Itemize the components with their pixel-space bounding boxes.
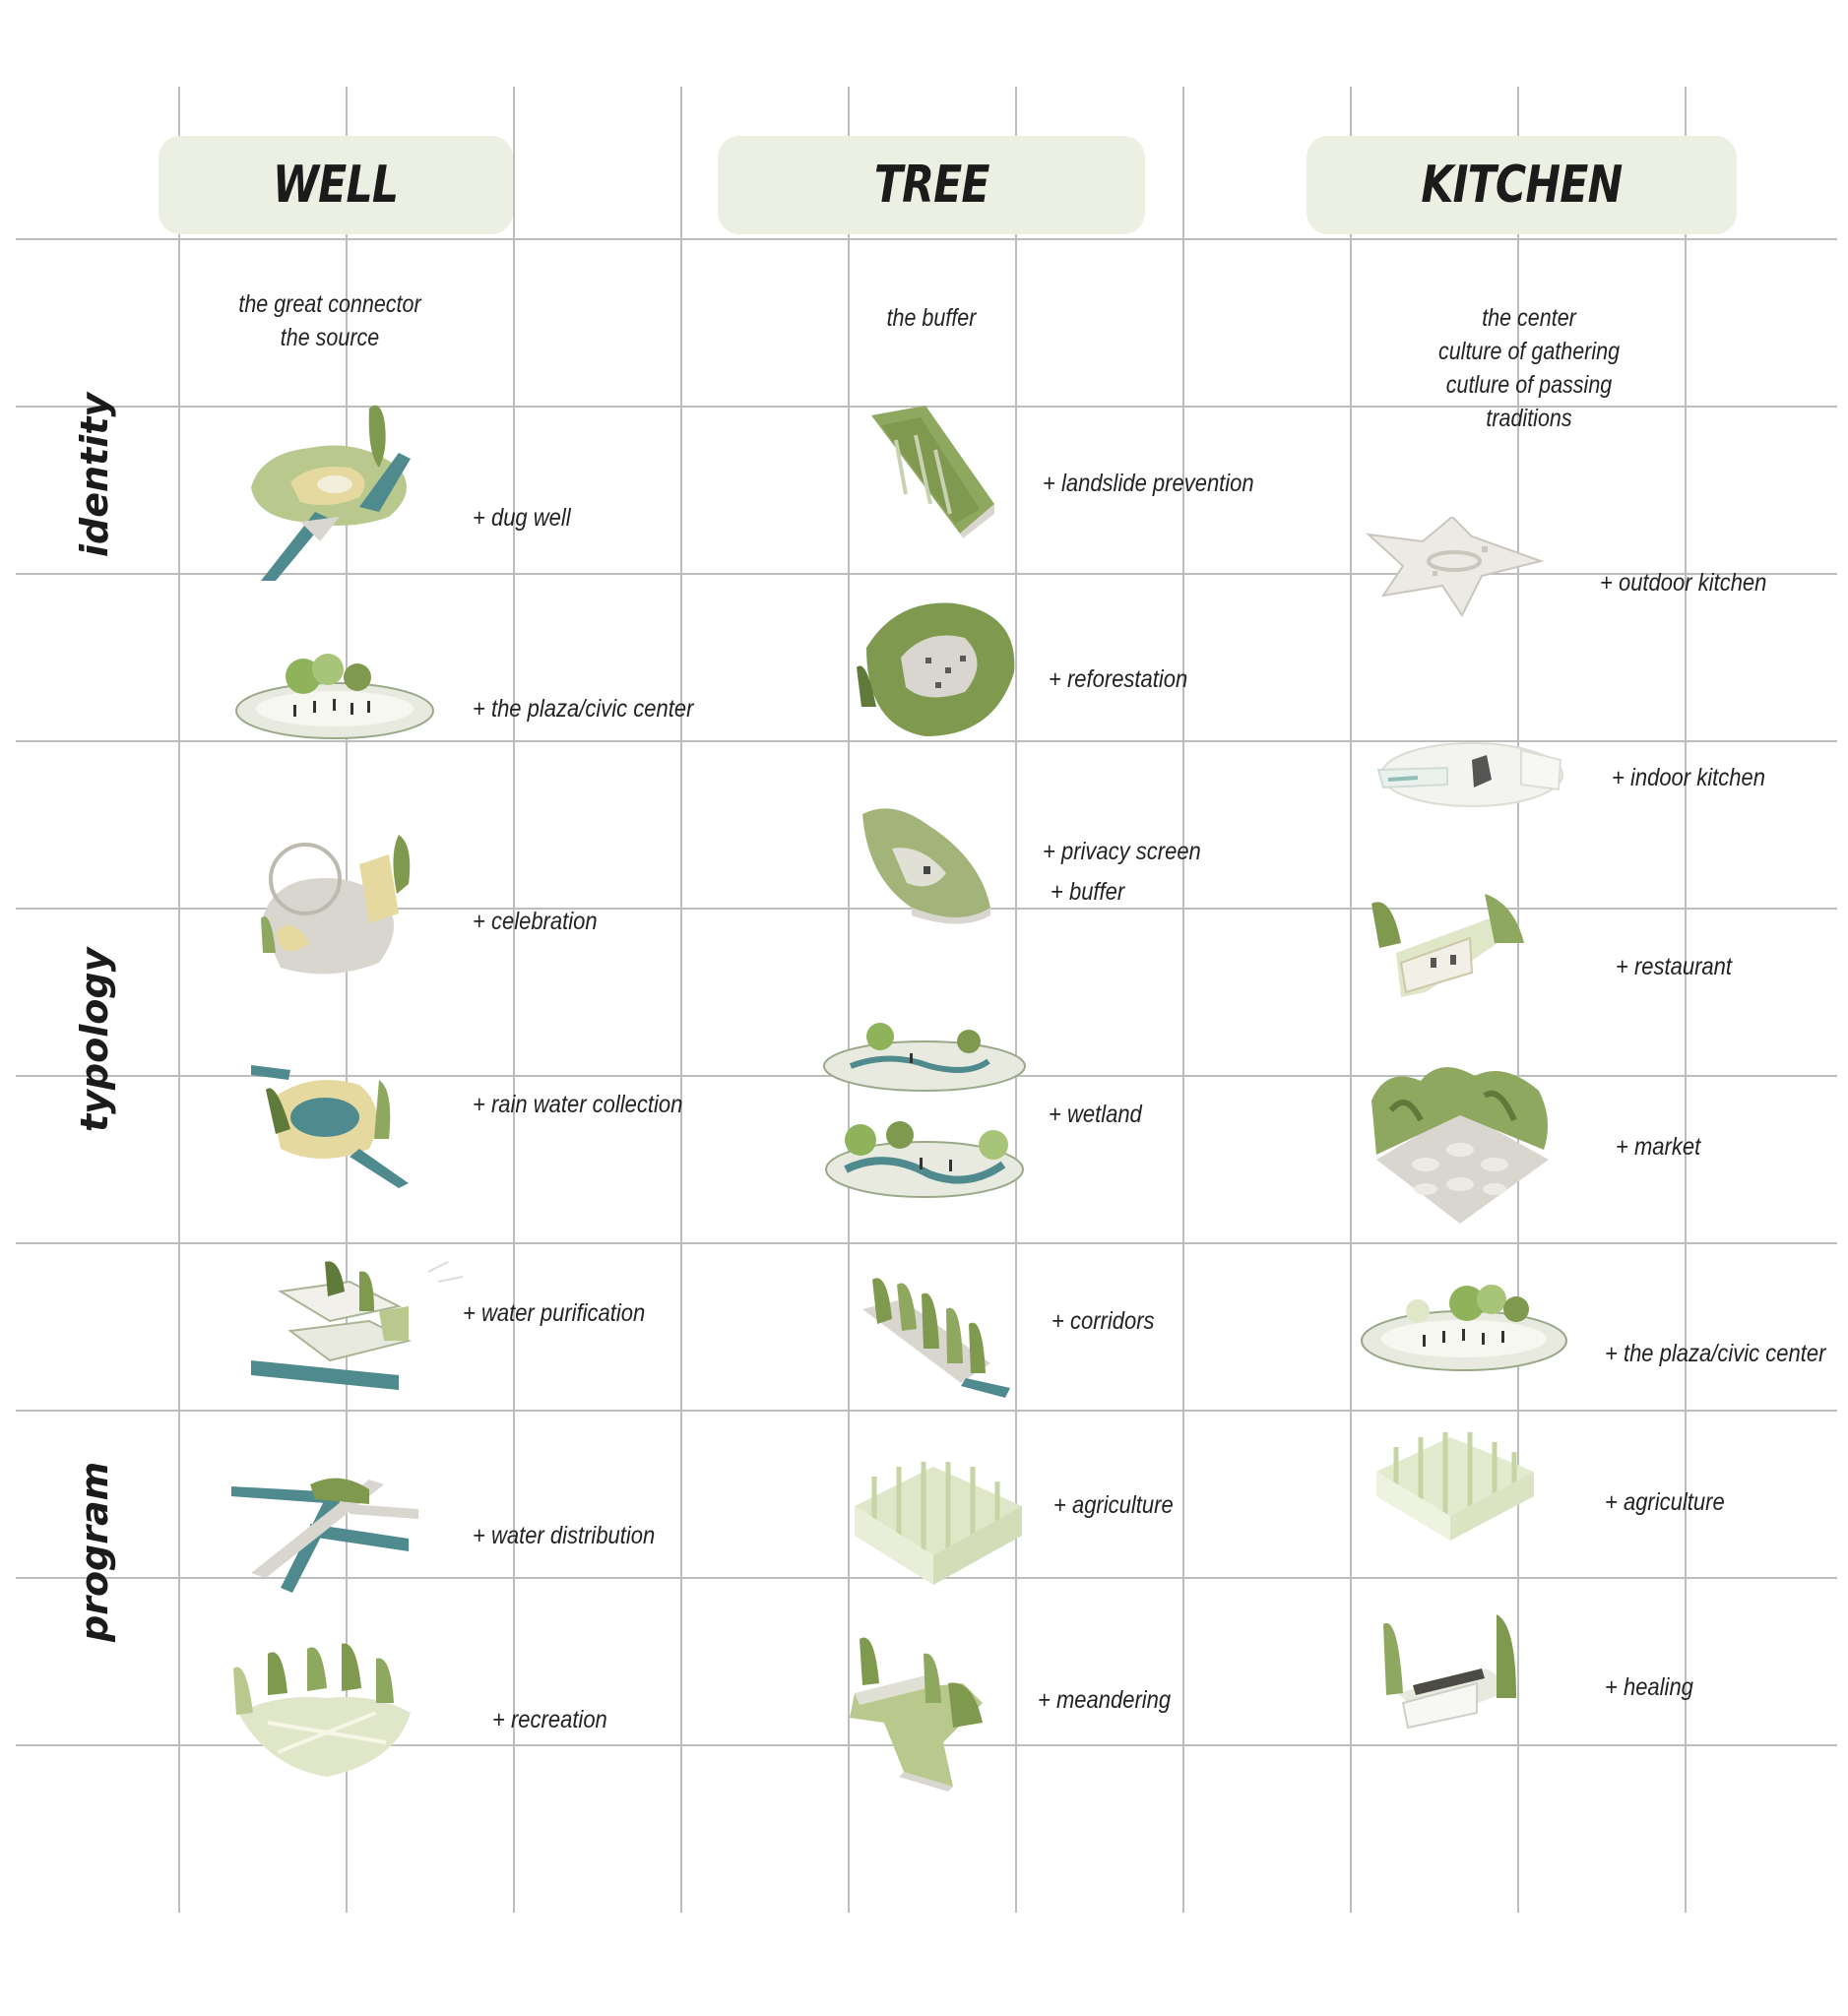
well-item-recreation: + recreation (492, 1706, 607, 1733)
landslide-illustration (866, 406, 999, 538)
grid-line-h8 (16, 1410, 1837, 1412)
well-item-celebration: + celebration (473, 908, 598, 935)
recreation-illustration (228, 1634, 425, 1782)
well-item-plaza: + the plaza/civic center (473, 695, 694, 723)
well-item-water-distribution: + water distribution (473, 1522, 656, 1549)
water-purification-illustration (251, 1252, 468, 1400)
well-item-rain-water: + rain water collection (473, 1091, 683, 1118)
kitchen-item-plaza: + the plaza/civic center (1605, 1340, 1826, 1367)
tree-item-agriculture: + agriculture (1053, 1491, 1174, 1519)
dug-well-illustration (241, 394, 423, 581)
header-tree (718, 136, 1145, 234)
header-kitchen (1306, 136, 1737, 234)
grid-line-v8 (1350, 87, 1352, 1913)
grid-line-v7 (1182, 87, 1184, 1913)
kitchen-description (1402, 301, 1656, 435)
agriculture-tree-illustration (845, 1447, 1027, 1595)
header-well-title: WELL (273, 156, 399, 215)
row-label-program: program (73, 1461, 116, 1642)
tree-item-landslide: + landslide prevention (1043, 470, 1254, 497)
header-kitchen-title: KITCHEN (1421, 156, 1623, 215)
tree-description-line-1: the buffer (886, 304, 977, 332)
kitchen-item-agriculture: + agriculture (1605, 1488, 1725, 1516)
header-well (159, 136, 513, 234)
grid-line-v4 (680, 87, 682, 1913)
tree-item-reforestation: + reforestation (1049, 665, 1188, 693)
tree-item-meandering: + meandering (1038, 1686, 1172, 1714)
grid-line-h1 (16, 238, 1837, 240)
kitchen-plaza-illustration (1359, 1280, 1570, 1376)
well-item-dug-well: + dug well (473, 504, 571, 532)
well-description-line-2: the source (280, 324, 380, 351)
water-distribution-illustration (231, 1465, 423, 1593)
kitchen-item-market: + market (1616, 1133, 1701, 1161)
kitchen-description-line-4: traditions (1486, 405, 1572, 432)
well-description-line-1: the great connector (238, 290, 421, 318)
meandering-illustration (845, 1624, 1002, 1792)
grid-line-v1 (178, 87, 180, 1913)
kitchen-item-outdoor-kitchen: + outdoor kitchen (1600, 569, 1767, 597)
kitchen-description-line-1: the center (1482, 304, 1576, 332)
well-item-water-purification: + water purification (463, 1299, 646, 1327)
tree-item-buffer: + buffer (1051, 878, 1125, 906)
market-illustration (1367, 1061, 1559, 1233)
healing-illustration (1378, 1614, 1526, 1742)
reforestation-illustration (857, 589, 1024, 746)
tree-item-wetland: + wetland (1049, 1101, 1142, 1128)
grid-line-v6 (1015, 87, 1017, 1913)
restaurant-illustration (1371, 884, 1529, 1007)
celebration-illustration (251, 825, 428, 987)
outdoor-kitchen-illustration (1364, 517, 1546, 620)
grid-line-h7 (16, 1242, 1837, 1244)
kitchen-item-indoor-kitchen: + indoor kitchen (1612, 764, 1765, 791)
kitchen-item-healing: + healing (1605, 1673, 1693, 1701)
wetland-illustration (821, 1012, 1028, 1209)
kitchen-item-restaurant: + restaurant (1616, 953, 1733, 980)
tree-item-corridors: + corridors (1051, 1307, 1155, 1335)
privacy-screen-illustration (853, 799, 995, 927)
grid-line-v3 (513, 87, 515, 1913)
well-description (220, 287, 440, 354)
kitchen-agriculture-illustration (1367, 1422, 1539, 1550)
kitchen-description-line-2: culture of gathering (1437, 338, 1621, 365)
row-label-typology: typology (73, 947, 116, 1132)
header-tree-title: TREE (873, 156, 989, 215)
plaza-illustration (234, 652, 436, 745)
indoor-kitchen-illustration (1373, 730, 1570, 814)
tree-description (821, 301, 1042, 335)
corridors-illustration (862, 1270, 1015, 1398)
kitchen-description-line-3: cutlure of passing (1445, 371, 1613, 399)
grid-line-v10 (1685, 87, 1687, 1913)
row-label-identity: identity (73, 392, 116, 557)
rain-water-illustration (251, 1040, 418, 1188)
tree-item-privacy-screen: + privacy screen (1043, 838, 1201, 865)
